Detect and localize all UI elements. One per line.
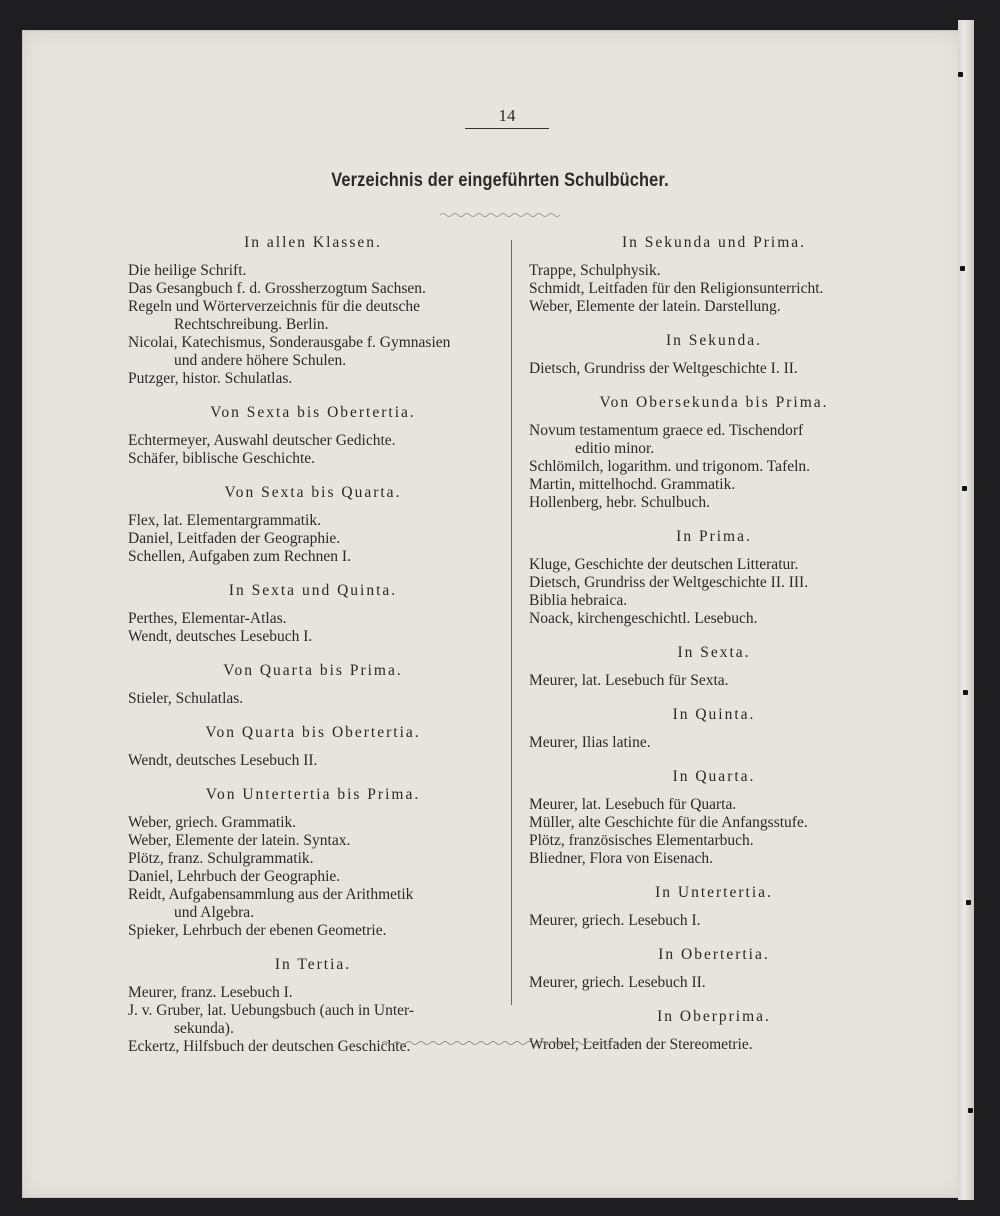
margin-mark xyxy=(958,72,963,77)
section-heading: Von Sexta bis Obertertia. xyxy=(210,404,416,421)
section xyxy=(128,660,498,708)
book-entry-text: Spieker, Lehrbuch der ebenen Geometrie. xyxy=(128,922,387,939)
section xyxy=(529,766,899,868)
book-entry-text: Regeln und Wörterverzeichnis für die deutsche xyxy=(128,298,420,315)
book-entry-text: Meurer, griech. Lesebuch II. xyxy=(529,974,706,991)
section-heading: Von Obersekunda bis Prima. xyxy=(599,394,829,411)
margin-mark xyxy=(966,900,971,905)
book-entry-text: Martin, mittelhochd. Grammatik. xyxy=(529,476,736,493)
book-entry xyxy=(128,1002,498,1038)
book-entry xyxy=(128,984,498,1002)
book-entry xyxy=(529,850,899,868)
book-entry-continuation: editio minor. xyxy=(575,440,655,457)
book-entry-text: Dietsch, Grundriss der Weltgeschichte I. II. xyxy=(529,360,798,377)
column-divider xyxy=(511,240,512,1005)
book-entry xyxy=(128,690,498,708)
page-edge xyxy=(958,20,974,1200)
book-entry-text: Perthes, Elementar-Atlas. xyxy=(128,610,287,627)
book-entry-text: Wendt, deutsches Lesebuch I. xyxy=(128,628,313,645)
book-entry xyxy=(529,610,899,628)
book-entry-text: Plötz, französisches Elementarbuch. xyxy=(529,832,754,849)
margin-mark xyxy=(962,486,967,491)
book-entry-text: Trappe, Schulphysik. xyxy=(529,262,661,279)
section-heading: In Quarta. xyxy=(672,768,756,785)
section-heading: In Oberprima. xyxy=(657,1008,771,1025)
book-entry-text: Echtermeyer, Auswahl deutscher Gedichte. xyxy=(128,432,396,449)
dark-border xyxy=(974,20,1000,1216)
book-entry xyxy=(529,298,899,316)
section xyxy=(529,642,899,690)
section-heading: In Sekunda und Prima. xyxy=(621,234,807,251)
section-heading: In Sexta und Quinta. xyxy=(228,582,398,599)
right-column xyxy=(529,232,899,1068)
book-entry xyxy=(128,512,498,530)
margin-mark xyxy=(968,1108,973,1113)
book-entry-text: Novum testamentum graece ed. Tischendorf xyxy=(529,422,804,439)
margin-mark xyxy=(963,690,968,695)
section xyxy=(529,1006,899,1054)
book-entry-text: Flex, lat. Elementargrammatik. xyxy=(128,512,321,529)
section-heading: Von Sexta bis Quarta. xyxy=(224,484,402,501)
left-column xyxy=(128,232,498,1070)
book-entry xyxy=(529,974,899,992)
section xyxy=(529,882,899,930)
section xyxy=(128,402,498,468)
book-entry xyxy=(529,556,899,574)
page-title: Verzeichnis der eingeführten Schulbücher. xyxy=(331,170,669,191)
book-entry xyxy=(529,574,899,592)
section xyxy=(529,232,899,316)
book-entry-text: Reidt, Aufgabensammlung aus der Arithmetik xyxy=(128,886,414,903)
book-entry-text: Meurer, lat. Lesebuch für Sexta. xyxy=(529,672,729,689)
book-entry-text: Bliedner, Flora von Eisenach. xyxy=(529,850,714,867)
book-entry xyxy=(128,886,498,922)
book-entry-text: Wendt, deutsches Lesebuch II. xyxy=(128,752,318,769)
book-entry xyxy=(529,672,899,690)
margin-mark xyxy=(960,266,965,271)
book-entry xyxy=(128,610,498,628)
book-entry-continuation: sekunda). xyxy=(174,1020,234,1037)
book-entry-text: Schlömilch, logarithm. und trigonom. Tafeln. xyxy=(529,458,811,475)
book-entry-text: Weber, griech. Grammatik. xyxy=(128,814,297,831)
section-heading: In allen Klassen. xyxy=(244,234,382,251)
book-entry xyxy=(529,734,899,752)
book-entry-text: Meurer, griech. Lesebuch I. xyxy=(529,912,701,929)
book-entry xyxy=(128,450,498,468)
book-entry-text: Schmidt, Leitfaden für den Religionsunterricht. xyxy=(529,280,824,297)
book-entry-continuation: und andere höhere Schulen. xyxy=(174,352,347,369)
section xyxy=(128,232,498,388)
book-entry xyxy=(529,458,899,476)
section-heading: Von Quarta bis Obertertia. xyxy=(205,724,421,741)
book-entry xyxy=(128,280,498,298)
book-entry xyxy=(128,922,498,940)
section-heading: In Untertertia. xyxy=(655,884,773,901)
book-entry-text: Das Gesangbuch f. d. Grossherzogtum Sachsen. xyxy=(128,280,426,297)
section-heading: In Sexta. xyxy=(677,644,751,661)
book-entry-text: Meurer, lat. Lesebuch für Quarta. xyxy=(529,796,737,813)
title-ornament xyxy=(440,212,560,218)
bottom-ornament xyxy=(382,1040,642,1046)
book-entry xyxy=(128,530,498,548)
section-heading: Von Quarta bis Prima. xyxy=(223,662,403,679)
book-entry-text: Wrobel, Leitfaden der Stereometrie. xyxy=(529,1036,753,1053)
book-entry xyxy=(128,432,498,450)
section-heading: In Quinta. xyxy=(672,706,756,723)
book-entry xyxy=(128,814,498,832)
book-entry-text: Hollenberg, hebr. Schulbuch. xyxy=(529,494,710,511)
book-entry-text: Stieler, Schulatlas. xyxy=(128,690,244,707)
book-entry-text: Eckertz, Hilfsbuch der deutschen Geschichte. xyxy=(128,1038,411,1055)
book-entry xyxy=(529,832,899,850)
book-entry-text: Müller, alte Geschichte für die Anfangsstufe. xyxy=(529,814,808,831)
book-entry xyxy=(128,850,498,868)
book-entry-continuation: Rechtschreibung. Berlin. xyxy=(174,316,329,333)
book-entry xyxy=(529,280,899,298)
book-entry-text: Daniel, Leitfaden der Geographie. xyxy=(128,530,341,547)
section-heading: In Prima. xyxy=(676,528,752,545)
section-heading: In Obertertia. xyxy=(658,946,770,963)
section xyxy=(128,784,498,940)
book-entry xyxy=(128,548,498,566)
section xyxy=(529,944,899,992)
book-entry xyxy=(128,752,498,770)
section-heading: In Tertia. xyxy=(274,956,352,973)
book-entry xyxy=(529,592,899,610)
book-entry xyxy=(529,494,899,512)
book-entry-text: Kluge, Geschichte der deutschen Litteratur. xyxy=(529,556,799,573)
section xyxy=(529,704,899,752)
book-entry xyxy=(128,370,498,388)
book-entry-text: Schellen, Aufgaben zum Rechnen I. xyxy=(128,548,351,565)
book-entry-text: Daniel, Lehrbuch der Geographie. xyxy=(128,868,341,885)
book-entry xyxy=(128,334,498,370)
book-entry xyxy=(529,360,899,378)
section xyxy=(128,722,498,770)
book-entry xyxy=(128,868,498,886)
section xyxy=(128,482,498,566)
book-entry xyxy=(529,912,899,930)
book-entry-text: Putzger, histor. Schulatlas. xyxy=(128,370,293,387)
section xyxy=(529,526,899,628)
book-entry xyxy=(529,476,899,494)
book-entry xyxy=(128,628,498,646)
book-entry xyxy=(128,298,498,334)
book-entry-text: J. v. Gruber, lat. Uebungsbuch (auch in Unter- xyxy=(128,1002,415,1019)
book-entry-text: Noack, kirchengeschichtl. Lesebuch. xyxy=(529,610,758,627)
book-entry xyxy=(529,422,899,458)
section xyxy=(529,392,899,512)
book-entry-text: Meurer, franz. Lesebuch I. xyxy=(128,984,293,1001)
section xyxy=(128,580,498,646)
section xyxy=(529,330,899,378)
book-entry-text: Weber, Elemente der latein. Darstellung. xyxy=(529,298,781,315)
book-entry-text: Meurer, Ilias latine. xyxy=(529,734,651,751)
section-heading: Von Untertertia bis Prima. xyxy=(205,786,421,803)
book-entry-text: Die heilige Schrift. xyxy=(128,262,247,279)
book-entry xyxy=(128,832,498,850)
book-entry-text: Dietsch, Grundriss der Weltgeschichte II. III. xyxy=(529,574,809,591)
book-entry-text: Weber, Elemente der latein. Syntax. xyxy=(128,832,351,849)
book-entry xyxy=(128,262,498,280)
book-entry xyxy=(529,796,899,814)
book-entry-continuation: und Algebra. xyxy=(174,904,255,921)
book-entry-text: Biblia hebraica. xyxy=(529,592,628,609)
book-entry-text: Schäfer, biblische Geschichte. xyxy=(128,450,316,467)
section-heading: In Sekunda. xyxy=(665,332,763,349)
book-entry xyxy=(529,262,899,280)
book-entry-text: Nicolai, Katechismus, Sonderausgabe f. Gymnasien xyxy=(128,334,451,351)
page-number: 14 xyxy=(465,106,549,129)
book-entry xyxy=(529,814,899,832)
book-entry-text: Plötz, franz. Schulgrammatik. xyxy=(128,850,314,867)
